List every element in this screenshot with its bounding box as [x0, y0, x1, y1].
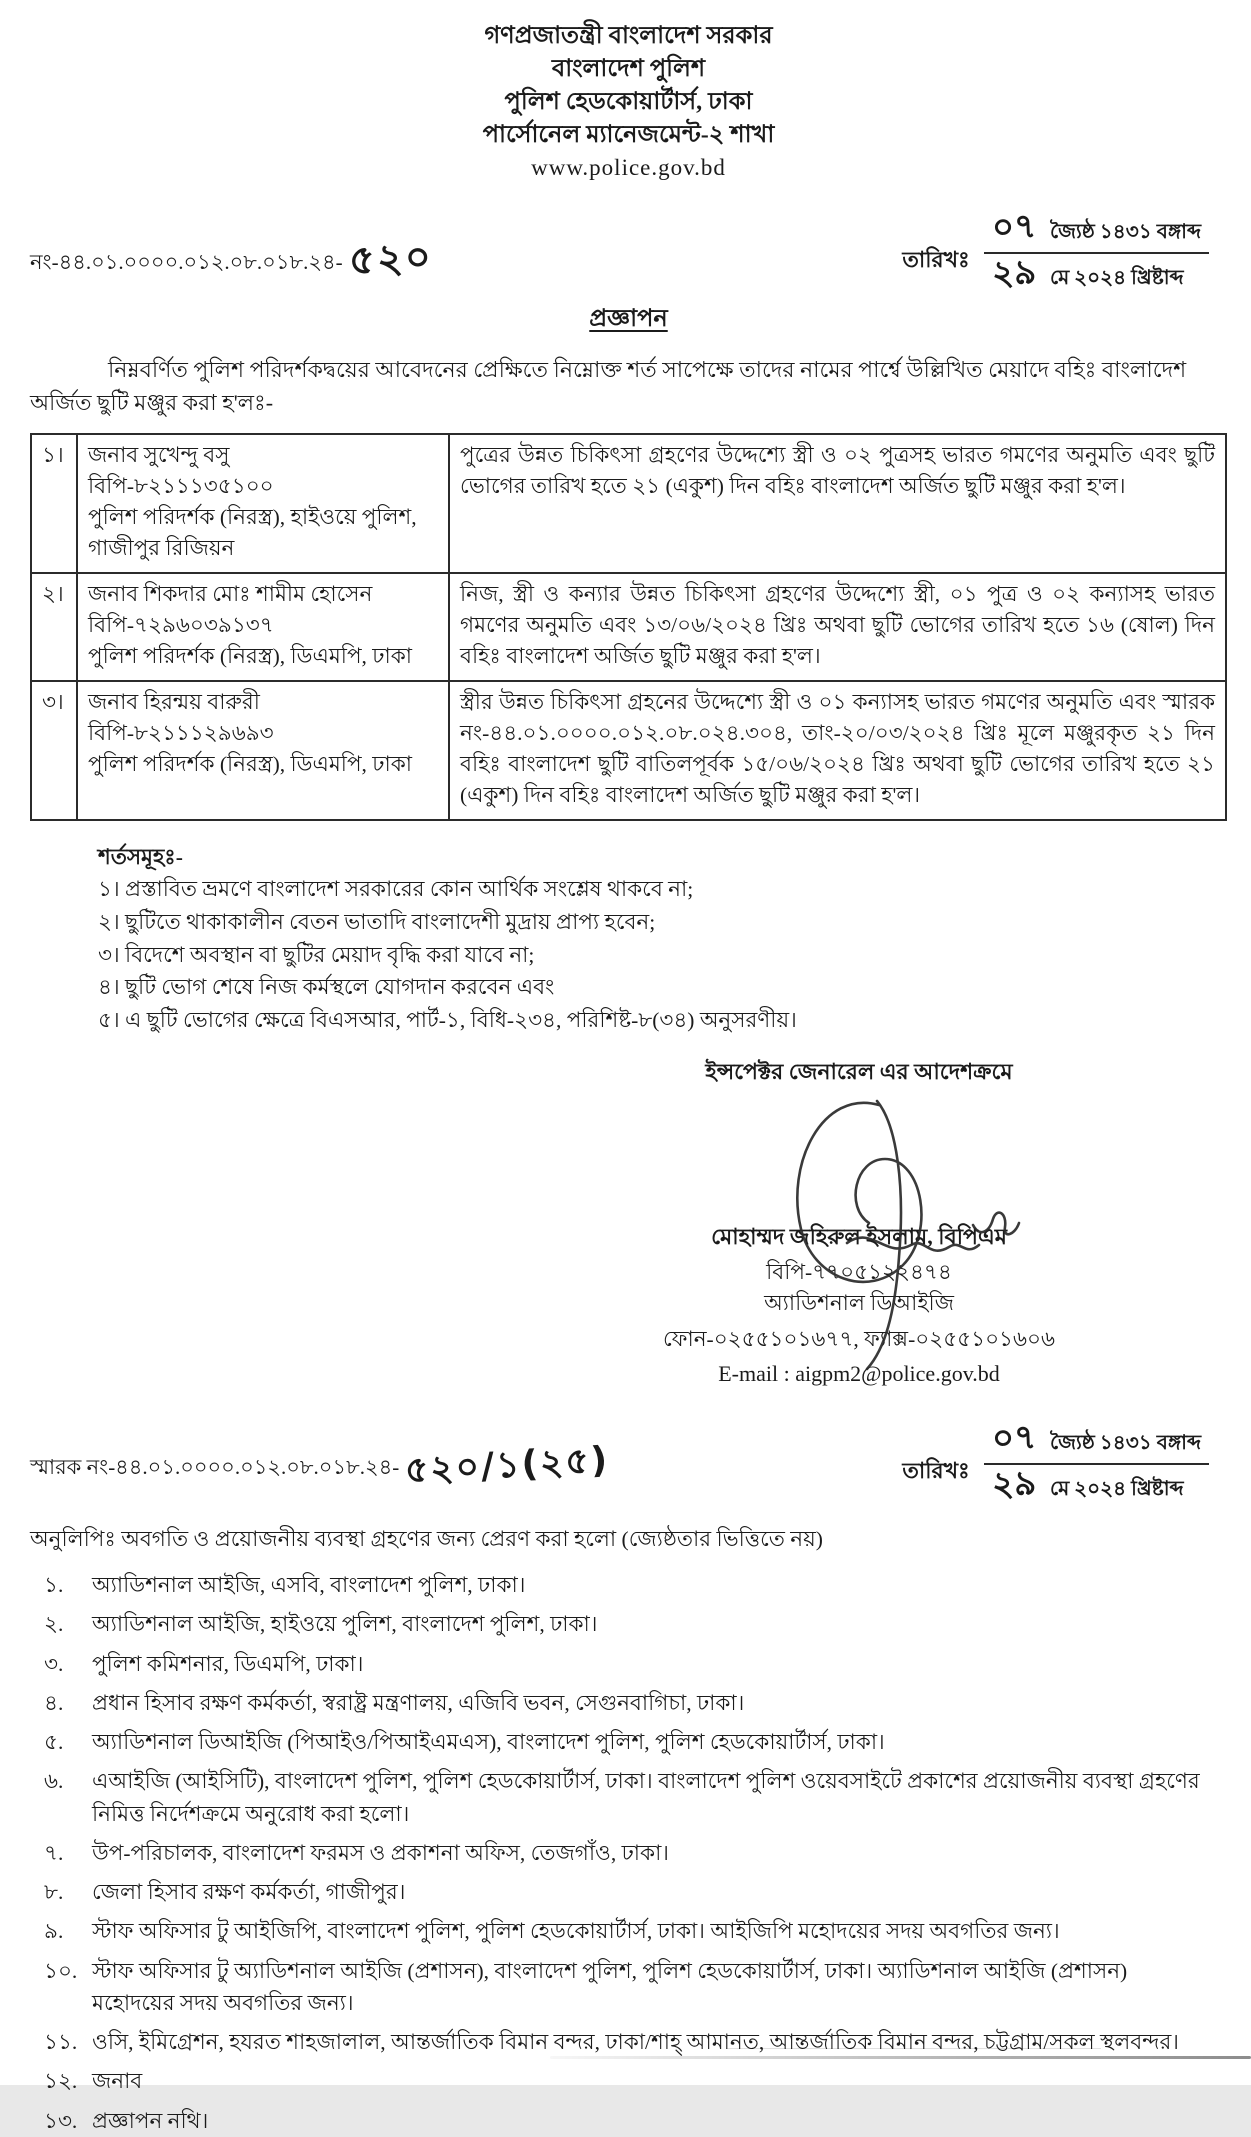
letterhead-organization: বাংলাদেশ পুলিশ — [551, 56, 706, 83]
document-title — [30, 300, 1227, 340]
list-item — [30, 1687, 1227, 1719]
letterhead — [30, 20, 1227, 184]
date-label-2: তারিখঃ — [902, 1457, 970, 1483]
list-item — [30, 1876, 1227, 1908]
row1-officer — [77, 434, 449, 573]
signature-order-line: ইন্সপেক্টর জেনারেল এর আদেশক্রমে — [705, 1058, 1013, 1084]
row2-officer-designation: পুলিশ পরিদর্শক (নিরস্ত্র), ডিএমপি, ঢাকা — [88, 643, 412, 668]
signatory-designation: অ্যাডিশনাল ডিআইজি — [764, 1290, 954, 1315]
list-item-text: ওসি, ইমিগ্রেশন, হযরত শাহজালাল, আন্তর্জাতিক বিমান বন্দর, ঢাকা/শাহ্ আমানত, আন্তর্জাতিক বিমান বন্দর, চট্টগ্রাম/সকল স্থলবন্দর। — [92, 2030, 1179, 2055]
list-item-text: প্রজ্ঞাপন নথি। — [92, 2108, 209, 2133]
list-item — [30, 1955, 1227, 2020]
row3-serial: ৩। — [31, 681, 77, 820]
date-gregorian-1 — [984, 254, 1209, 296]
list-item-number: ২. — [44, 1612, 64, 1637]
memo-number-1 — [30, 210, 434, 291]
letterhead-office: পুলিশ হেডকোয়ার্টার্স, ঢাকা — [504, 89, 753, 116]
row3-officer — [77, 681, 449, 820]
intro-paragraph: নিম্নবর্ণিত পুলিশ পরিদর্শকদ্বয়ের আবেদনের প্রেক্ষিতে নিম্নোক্ত শর্ত সাপেক্ষে তাদের নামের পার্শ্বে উল্লিখিত মেয়াদে বহিঃ বাংলাদেশ অর্জিত ছুটি মঞ্জুর করা হ'লঃ- — [30, 357, 1187, 415]
list-item-number: ১২. — [44, 2069, 78, 2094]
condition-item: ২। ছুটিতে থাকাকালীন বেতন ভাতাদি বাংলাদেশী মুদ্রায় প্রাপ্য হবেন; — [98, 910, 656, 935]
list-item-text: স্টাফ অফিসার টু আইজিপি, বাংলাদেশ পুলিশ, পুলিশ হেডকোয়ার্টার্স, ঢাকা। আইজিপি মহোদয়ের সদয় অবগতির জন্য। — [92, 1919, 1060, 1944]
conditions-heading: শর্তসমূহঃ- — [98, 844, 183, 869]
letterhead-branch: পার্সোনেল ম্যানেজমেন্ট-২ শাখা — [482, 122, 775, 149]
date-gregorian-2 — [984, 1465, 1209, 1507]
list-item-text: পুলিশ কমিশনার, ডিএমপি, ঢাকা। — [92, 1651, 364, 1676]
date-bangla-day-1: ০৭ — [991, 206, 1037, 248]
list-item-text: অ্যাডিশনাল আইজি, এসবি, বাংলাদেশ পুলিশ, ঢাকা। — [92, 1573, 526, 1598]
list-item — [30, 1608, 1227, 1640]
list-item-text: প্রধান হিসাব রক্ষণ কর্মকর্তা, স্বরাষ্ট্র মন্ত্রণালয়, এজিবি ভবন, সেগুনবাগিচা, ঢাকা। — [92, 1690, 745, 1715]
list-item — [30, 1569, 1227, 1601]
date-gregorian-rest-1: মে ২০২৪ খ্রিষ্টাব্দ — [1049, 267, 1184, 290]
date-block-2 — [902, 1417, 1209, 1507]
list-item — [30, 2065, 1227, 2097]
row2-officer-name: জনাব শিকদার মোঃ শামীম হোসেন — [88, 582, 373, 607]
memo-row-1 — [30, 206, 1227, 296]
row2-officer — [77, 573, 449, 681]
condition-item: ৫। এ ছুটি ভোগের ক্ষেত্রে বিএসআর, পার্ট-১, বিধি-২৩৪, পরিশিষ্ট-৮(৩৪) অনুসরণীয়। — [98, 1008, 797, 1033]
list-item-number: ৭. — [44, 1840, 64, 1865]
distribution-intro: অনুলিপিঃ অবগতি ও প্রয়োজনীয় ব্যবস্থা গ্রহণের জন্য প্রেরণ করা হলো (জ্যেষ্ঠতার ভিত্তিতে নয়) — [30, 1527, 823, 1552]
memo-row-2 — [30, 1417, 1227, 1507]
signatory-bp: বিপি-৭৭০৫১২২৪৭৪ — [766, 1259, 952, 1284]
list-item-text: অ্যাডিশনাল আইজি, হাইওয়ে পুলিশ, বাংলাদেশ পুলিশ, ঢাকা। — [92, 1612, 598, 1637]
row3-officer-name: জনাব হিরন্ময় বারুরী — [88, 689, 260, 714]
list-item — [30, 1837, 1227, 1869]
date-gregorian-day-1: ২৯ — [991, 252, 1037, 294]
date-fraction-1 — [984, 206, 1209, 296]
date-bangla-rest-2: জ্যৈষ্ঠ ১৪৩১ বঙ্গাব্দ — [1050, 1432, 1201, 1455]
scan-artifact-line — [550, 2056, 1251, 2059]
condition-item: ৪। ছুটি ভোগ শেষে নিজ কর্মস্থলে যোগদান করবেন এবং — [98, 975, 555, 1000]
row2-description: নিজ, স্ত্রী ও কন্যার উন্নত চিকিৎসা গ্রহণের উদ্দেশ্যে স্ত্রী, ০১ পুত্র ও ০২ কন্যাসহ ভারত গমণের অনুমতি এবং ১৩/০৬/২০২৪ খ্রিঃ অথবা ছুটি ভোগের তারিখ হতে ১৬ (ষোল) দিন বহিঃ বাংলাদেশ অর্জিত ছুটি মঞ্জুর করা হ'ল। — [449, 573, 1226, 681]
list-item-text: অ্যাডিশনাল ডিআইজি (পিআইও/পিআইএমএস), বাংলাদেশ পুলিশ, পুলিশ হেডকোয়ার্টার্স, ঢাকা। — [92, 1730, 885, 1755]
list-item — [30, 1648, 1227, 1680]
signatory-email: E-mail : aigpm2@police.gov.bd — [718, 1361, 1000, 1387]
row1-officer-name: জনাব সুখেন্দু বসু — [88, 443, 230, 468]
list-item-number: ৮. — [44, 1880, 64, 1905]
memo-number-1-handwritten: ৫২০ — [347, 234, 434, 285]
date-fraction-2 — [984, 1417, 1209, 1507]
signatory-name: মোহাম্মদ জহিরুল ইসলাম, বিপিএম — [711, 1223, 1007, 1249]
row2-officer-bp: বিপি-৭২৯৬০৩৯১৩৭ — [88, 613, 274, 638]
row3-officer-designation: পুলিশ পরিদর্শক (নিরস্ত্র), ডিএমপি, ঢাকা — [88, 751, 412, 776]
list-item-number: ৯. — [44, 1919, 64, 1944]
row1-description: পুত্রের উন্নত চিকিৎসা গ্রহণের উদ্দেশ্যে স্ত্রী ও ০২ পুত্রসহ ভারত গমণের অনুমতি এবং ছুটি ভোগের তারিখ হতে ২১ (একুশ) দিন বহিঃ বাংলাদেশ অর্জিত ছুটি মঞ্জুর করা হ'ল। — [449, 434, 1226, 573]
date-bangla-1 — [984, 206, 1209, 254]
memo-number-2-handwritten: ৫২০/১(২৫) — [404, 1439, 611, 1492]
memo-number-2-label: স্মারক নং-৪৪.০১.০০০০.০১২.০৮.০১৮.২৪- — [30, 1455, 400, 1480]
condition-item: ১। প্রস্তাবিত ভ্রমণে বাংলাদেশ সরকারের কোন আর্থিক সংশ্লেষ থাকবে না; — [98, 877, 694, 902]
conditions-section — [98, 841, 1227, 1037]
table-row — [31, 434, 1226, 573]
row1-officer-designation: পুলিশ পরিদর্শক (নিরস্ত্র), হাইওয়ে পুলিশ, গাজীপুর রিজিয়ন — [88, 505, 417, 561]
list-item-number: ৫. — [44, 1730, 64, 1755]
date-gregorian-rest-2: মে ২০২৪ খ্রিষ্টাব্দ — [1049, 1478, 1184, 1501]
list-item — [30, 2105, 1227, 2137]
list-item — [30, 1765, 1227, 1830]
row2-serial: ২। — [31, 573, 77, 681]
list-item-number: ৪. — [44, 1690, 64, 1715]
row1-officer-bp: বিপি-৮২১১১৩৫১০০ — [88, 474, 274, 499]
row1-serial: ১। — [31, 434, 77, 573]
date-gregorian-day-2: ২৯ — [991, 1463, 1037, 1505]
letterhead-government: গণপ্রজাতন্ত্রী বাংলাদেশ সরকার — [484, 23, 773, 49]
list-item-number: ১১. — [44, 2030, 78, 2055]
list-item-text: এআইজি (আইসিটি), বাংলাদেশ পুলিশ, পুলিশ হেডকোয়ার্টার্স, ঢাকা। বাংলাদেশ পুলিশ ওয়েবসাইটে প্রকাশের প্রয়োজনীয় ব্যবস্থা গ্রহণের নিমিত্ত নির্দেশক্রমে অনুরোধ করা হলো। — [92, 1769, 1200, 1826]
table-row — [31, 681, 1226, 820]
date-bangla-2 — [984, 1417, 1209, 1465]
list-item-number: ৩. — [44, 1651, 64, 1676]
list-item-text: স্টাফ অফিসার টু অ্যাডিশনাল আইজি (প্রশাসন), বাংলাদেশ পুলিশ, পুলিশ হেডকোয়ার্টার্স, ঢাকা। অ্যাডিশনাল আইজি (প্রশাসন) মহোদয়ের সদয় অবগতির জন্য। — [92, 1958, 1128, 2015]
list-item-text: উপ-পরিচালক, বাংলাদেশ ফরমস ও প্রকাশনা অফিস, তেজগাঁও, ঢাকা। — [92, 1840, 669, 1865]
list-item-text: জেলা হিসাব রক্ষণ কর্মকর্তা, গাজীপুর। — [92, 1880, 406, 1905]
letterhead-website: www.police.gov.bd — [531, 155, 726, 181]
document-title-text: প্রজ্ঞাপন — [589, 306, 668, 333]
list-item-number: ১. — [44, 1573, 64, 1598]
list-item-text: জনাব — [92, 2069, 143, 2094]
memo-number-1-label: নং-৪৪.০১.০০০০.০১২.০৮.০১৮.২৪- — [30, 250, 343, 275]
list-item — [30, 1915, 1227, 1947]
condition-item: ৩। বিদেশে অবস্থান বা ছুটির মেয়াদ বৃদ্ধি করা যাবে না; — [98, 942, 535, 967]
list-item — [30, 1726, 1227, 1758]
list-item-number: ৬. — [44, 1769, 64, 1794]
list-item — [30, 2026, 1227, 2058]
table-row — [31, 573, 1226, 681]
row3-description: স্ত্রীর উন্নত চিকিৎসা গ্রহনের উদ্দেশ্যে স্ত্রী ও ০১ কন্যাসহ ভারত গমণের অনুমতি এবং স্মারক নং-৪৪.০১.০০০০.০১২.০৮.০২৪.৩০৪, তাং-২০/০৩/২০২৪ খ্রিঃ মূলে মঞ্জুরকৃত ২১ দিন বহিঃ বাংলাদেশ ছুটি বাতিলপূর্বক ১৫/০৬/২০২৪ খ্রিঃ অথবা ছুটি ভোগের তারিখ হতে ২১ (একুশ) দিন বহিঃ বাংলাদেশ অর্জিত ছুটি মঞ্জুর করা হ'ল। — [449, 681, 1226, 820]
signature-block — [609, 1055, 1109, 1387]
list-item-number: ১০. — [44, 1958, 78, 1983]
row3-officer-bp: বিপি-৮২১১১২৯৬৯৩ — [88, 720, 274, 745]
date-bangla-rest-1: জ্যৈষ্ঠ ১৪৩১ বঙ্গাব্দ — [1050, 221, 1201, 244]
distribution-list — [30, 1569, 1227, 2137]
date-label-1: তারিখঃ — [902, 246, 970, 272]
signature-space — [609, 1092, 1109, 1220]
list-item-number: ১৩. — [44, 2108, 78, 2133]
memo-number-2 — [30, 1421, 611, 1495]
scan-artifact-line-faint — [726, 2048, 1101, 2049]
date-block-1 — [902, 206, 1209, 296]
signatory-phone: ফোন-০২৫৫১০১৬৭৭, ফ্যাক্স-০২৫৫১০১৬০৬ — [663, 1327, 1055, 1352]
date-bangla-day-2: ০৭ — [991, 1417, 1037, 1459]
leave-table — [30, 433, 1227, 820]
